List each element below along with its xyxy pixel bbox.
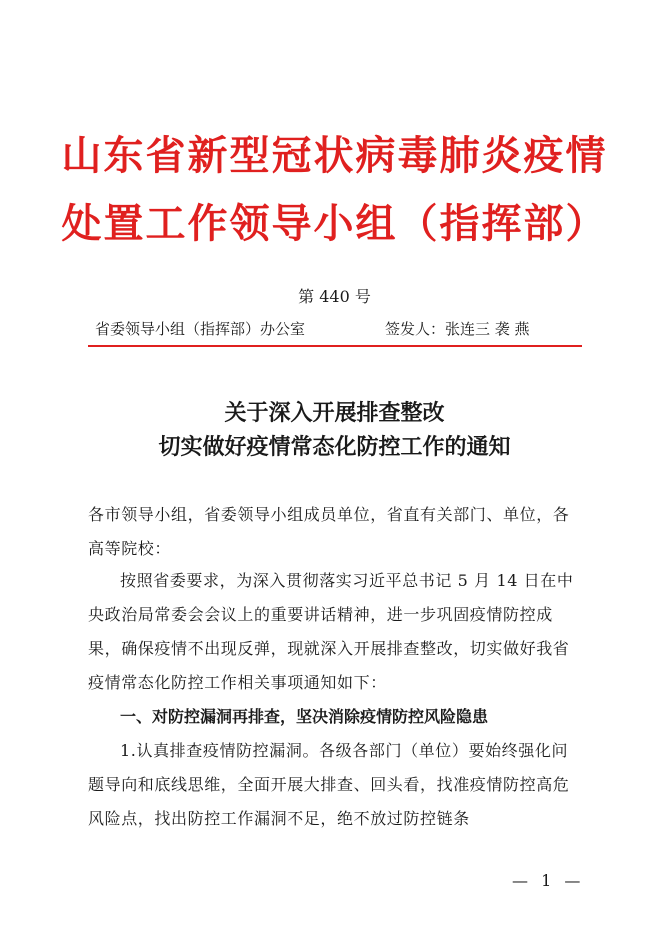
notice-title-line-1: 关于深入开展排查整改 [224, 400, 445, 426]
notice-title-line-2: 切实做好疫情常态化防控工作的通知 [158, 434, 511, 460]
signers: 签发人：张连三 袭 燕 [385, 320, 530, 338]
document-number: 第 440 号 [298, 287, 371, 306]
issuing-office: 省委领导小组（指挥部）办公室 [95, 320, 306, 338]
masthead-line-1: 山东省新型冠状病毒肺炎疫情 [61, 132, 608, 179]
section-heading-1: 一、对防控漏洞再排查，坚决消除疫情防控风险隐患 [120, 707, 489, 726]
masthead-line-2: 处置工作领导小组（指挥部） [61, 200, 608, 247]
paragraph-intro: 按照省委要求，为深入贯彻落实习近平总书记 5 月 14 日在中央政治局常委会会议上的重要讲话精神，进一步巩固疫情防控成果，确保疫情不出现反弹，现就深入开展排查整改，切实做好我省疫情常态化防控工作相关事项通知如下： [88, 571, 574, 692]
paragraph-item-1: 1.认真排查疫情防控漏洞。各级各部门（单位）要始终强化问题导向和底线思维，全面开展大排查、回头看，找准疫情防控高危风险点，找出防控工作漏洞不足，绝不放过防控链条 [88, 741, 570, 828]
page-number: — 1 — [512, 871, 585, 890]
red-divider-line [88, 345, 582, 347]
salutation: 各市领导小组，省委领导小组成员单位，省直有关部门、单位，各高等院校： [88, 505, 570, 558]
